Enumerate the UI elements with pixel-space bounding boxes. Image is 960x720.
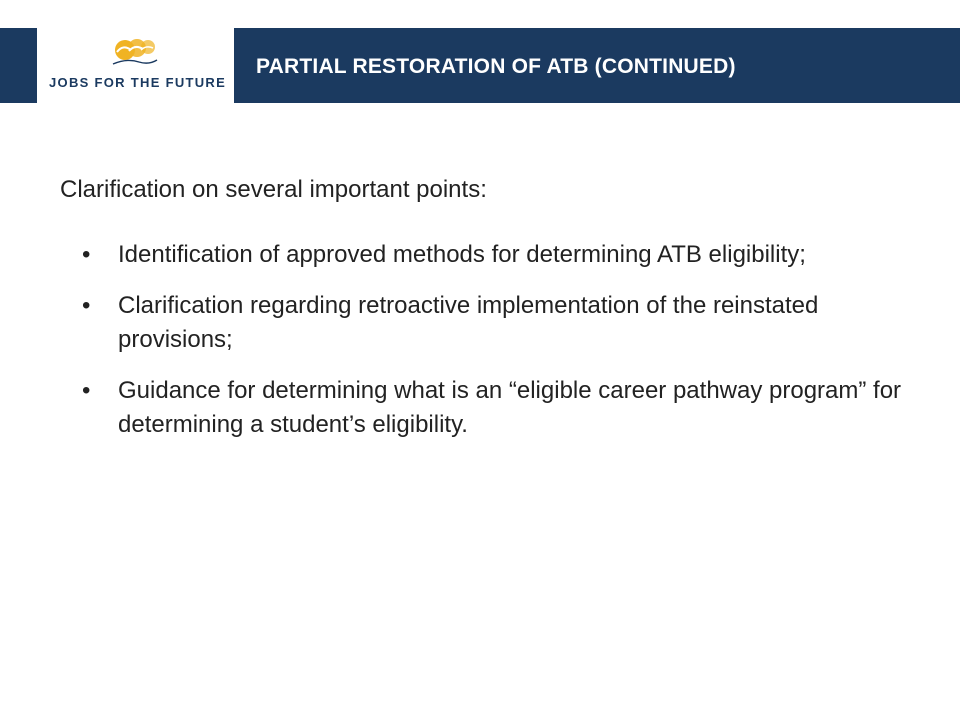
logo-text: JOBS FOR THE FUTURE <box>49 75 227 90</box>
logo <box>37 28 234 103</box>
bullet-text: Identification of approved methods for determining ATB eligibility; <box>118 241 806 268</box>
bullet-item <box>80 374 910 442</box>
bullet-dot-icon: • <box>82 241 91 268</box>
bullet-text: Guidance for determining what is an “eligible career pathway program” for determining a student’s eligibility. <box>118 377 902 438</box>
slide-title: PARTIAL RESTORATION OF ATB (CONTINUED) <box>256 55 736 78</box>
intro-text: Clarification on several important points: <box>60 176 487 203</box>
bullet-text: Clarification regarding retroactive implementation of the reinstated provisions; <box>118 292 819 353</box>
bullet-item <box>80 238 910 272</box>
bullet-item <box>80 289 910 357</box>
header-left-block <box>0 28 37 103</box>
header-title-bar <box>234 28 960 103</box>
bullet-dot-icon: • <box>82 377 91 404</box>
bullet-list <box>80 238 910 459</box>
bullet-dot-icon: • <box>82 292 91 319</box>
jff-logo-icon <box>109 38 159 72</box>
